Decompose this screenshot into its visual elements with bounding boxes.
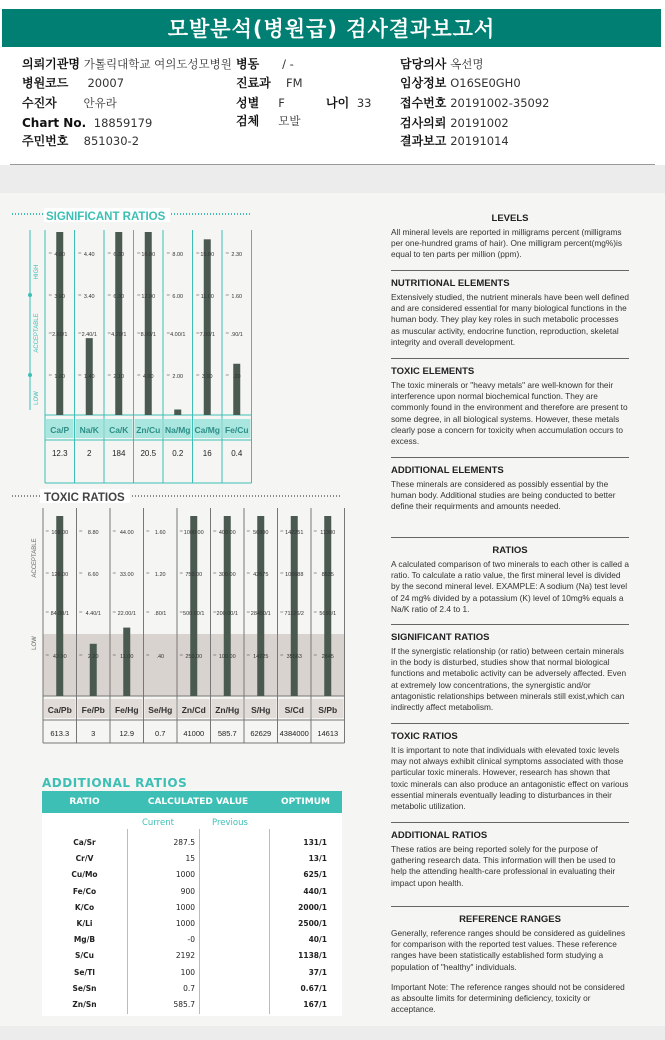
significant-scale-label: 2.30 bbox=[231, 252, 243, 258]
toxic-bar-S/Pb bbox=[324, 516, 331, 696]
ratio-cell: K/Co bbox=[74, 902, 95, 912]
ratio-cell: Fe/Co bbox=[72, 886, 97, 896]
significant-scale-label: 6.30 bbox=[113, 252, 125, 258]
rc-paragraph: All mineral levels are reported in milligrams percent (milligrams per one-hundred grams of hair). One milligram percent(mg%)is equal to ten parts per million (ppm). bbox=[391, 227, 623, 260]
ratio-cell: Ca/Sr bbox=[73, 838, 96, 847]
current-cell: 900 bbox=[180, 886, 195, 896]
rc-heading: LEVELS bbox=[491, 213, 529, 224]
current-cell: 2192 bbox=[175, 951, 195, 961]
rc-divider bbox=[391, 624, 629, 625]
rc-divider bbox=[391, 457, 629, 458]
zone-marker-high bbox=[28, 293, 32, 297]
grey-band bbox=[0, 165, 665, 193]
significant-scale-label: 4.20/1 bbox=[111, 332, 127, 338]
toxic-scale-label: 42.00 bbox=[52, 654, 67, 660]
toxic-scale-label: 4.40/1 bbox=[85, 611, 101, 617]
toxic-category-Se/Hg: Se/Hg bbox=[148, 705, 173, 715]
toxic-scale-label: 5690/1 bbox=[319, 611, 337, 617]
rc-divider bbox=[391, 723, 629, 724]
info-patient: 수진자 안유라 bbox=[22, 96, 117, 110]
rc-heading: NUTRITIONAL ELEMENTS bbox=[391, 278, 510, 289]
significant-scale-label: 4.40 bbox=[83, 252, 95, 258]
additional-row bbox=[42, 932, 342, 947]
toxic-scale-label: 84.00/1 bbox=[50, 611, 69, 617]
toxic-value-Fe/Hg: 12.9 bbox=[119, 729, 135, 738]
toxic-scale-label: 2845 bbox=[321, 654, 334, 660]
info-report-date: 결과보고 20191014 bbox=[400, 134, 509, 148]
optimum-cell: 625/1 bbox=[303, 870, 327, 880]
additional-ratios-table bbox=[42, 791, 342, 1016]
info-chart-no: Chart No. 18859179 bbox=[22, 116, 153, 130]
toxic-scale-label: 126.00 bbox=[51, 572, 69, 578]
toxic-bar-Ca/Pb bbox=[56, 516, 63, 696]
current-cell: 1000 bbox=[175, 919, 195, 928]
significant-scale-label: 7.00/1 bbox=[199, 332, 215, 338]
toxic-scale-label: 42675 bbox=[253, 572, 269, 578]
significant-category-Ca/P: Ca/P bbox=[50, 425, 70, 435]
info-institution: 의뢰기관명 가톨릭대학교 여의도성모병원 bbox=[22, 57, 232, 71]
additional-row bbox=[42, 867, 342, 882]
toxic-scale-label: 750.00 bbox=[185, 572, 203, 578]
toxic-bar-Fe/Hg bbox=[123, 628, 130, 696]
toxic-category-Ca/Pb: Ca/Pb bbox=[47, 705, 72, 715]
report-title: 모발분석(병원급) 검사결과보고서 bbox=[2, 9, 661, 47]
toxic-value-Zn/Hg: 585.7 bbox=[217, 729, 237, 738]
significant-scale-label: 4.80 bbox=[54, 252, 66, 258]
significant-category-Na/Mg: Na/Mg bbox=[165, 425, 191, 435]
ratio-cell: Cr/V bbox=[75, 854, 94, 864]
additional-row bbox=[42, 981, 342, 996]
significant-scale-label: 2.10 bbox=[113, 374, 125, 380]
significant-scale-label: 2.40/1 bbox=[81, 332, 97, 338]
info-department: 진료과 FM bbox=[236, 76, 303, 90]
significant-value-Ca/K: 184 bbox=[112, 449, 126, 458]
current-cell: 1000 bbox=[175, 902, 195, 912]
optimum-cell: 2500/1 bbox=[298, 919, 327, 928]
toxic-bar-S/Hg bbox=[257, 516, 264, 696]
significant-scale-label: 4.00/1 bbox=[170, 332, 186, 338]
toxic-category-Fe/Hg: Fe/Hg bbox=[114, 705, 139, 715]
info-clinical: 임상정보 O16SE0GH0 bbox=[400, 76, 521, 90]
toxic-scale-label: 35563 bbox=[286, 654, 302, 660]
toxic-value-Ca/Pb: 613.3 bbox=[50, 729, 70, 738]
rc-heading: ADDITIONAL ELEMENTS bbox=[391, 465, 504, 476]
rc-paragraph: These minerals are considered as possibly essential by the human body. Additional studies are being conducted to better define their requirments and amounts needed. bbox=[391, 479, 616, 512]
rc-divider bbox=[391, 537, 629, 538]
toxic-scale-label: 200.00/1 bbox=[216, 611, 238, 617]
toxic-acceptable-label: ACCEPTABLE bbox=[32, 538, 38, 578]
ratio-cell: Se/Tl bbox=[74, 967, 95, 977]
toxic-value-S/Pb: 14613 bbox=[317, 729, 339, 738]
info-doctor: 담당의사 옥선명 bbox=[400, 57, 484, 71]
toxic-scale-label: 44.00 bbox=[119, 530, 134, 536]
toxic-scale-label: 71126/2 bbox=[284, 611, 304, 617]
optimum-cell: 37/1 bbox=[308, 967, 327, 977]
significant-scale-label: 16.00 bbox=[141, 252, 156, 258]
toxic-scale-label: 8.80 bbox=[87, 530, 99, 536]
significant-scale-label: 6.30 bbox=[113, 294, 125, 300]
current-cell: 1000 bbox=[175, 870, 195, 880]
toxic-category-Zn/Cd: Zn/Cd bbox=[181, 705, 206, 715]
toxic-scale-label: 250.00 bbox=[185, 654, 203, 660]
current-cell: 585.7 bbox=[173, 1000, 195, 1009]
significant-value-Ca/Mg: 16 bbox=[202, 449, 212, 458]
toxic-scale-label: 400.00 bbox=[218, 530, 236, 536]
current-cell: 0.7 bbox=[183, 983, 195, 993]
ratio-cell: Se/Sn bbox=[72, 983, 97, 993]
rc-divider bbox=[391, 906, 629, 907]
toxic-value-S/Hg: 62629 bbox=[250, 729, 272, 738]
optimum-cell: 167/1 bbox=[303, 1000, 327, 1009]
rc-heading: TOXIC RATIOS bbox=[391, 731, 458, 742]
info-hospital-code: 병원코드 20007 bbox=[22, 76, 125, 90]
significant-category-Ca/K: Ca/K bbox=[109, 425, 129, 435]
rc-paragraph: It is important to note that individuals with elevated toxic levels may not always exhibit clinical symptoms associated with those particular toxic minerals. However, research has shown that toxic minerals can also produce an antagonistic effect on various essential minerals eventually leading to disturbances in their metabolic utilization. bbox=[391, 745, 629, 812]
toxic-bar-Zn/Cd bbox=[190, 516, 197, 696]
ratio-cell: Mg/B bbox=[73, 935, 96, 945]
additional-table-header bbox=[42, 791, 342, 813]
significant-scale-label: 15.00 bbox=[200, 252, 215, 258]
toxic-scale-label: 11.00 bbox=[120, 654, 134, 660]
significant-scale-label: 3.60 bbox=[54, 294, 66, 300]
rc-divider bbox=[391, 270, 629, 271]
ratio-cell: K/Li bbox=[76, 919, 93, 928]
significant-scale-label: .90/1 bbox=[230, 332, 243, 338]
toxic-value-Fe/Pb: 3 bbox=[91, 729, 96, 738]
grey-band-bottom bbox=[0, 1026, 665, 1040]
subheader-previous: Previous bbox=[212, 818, 248, 828]
rc-divider bbox=[391, 358, 629, 359]
ratio-cell: Cu/Mo bbox=[71, 870, 98, 880]
optimum-cell: 440/1 bbox=[303, 886, 327, 896]
significant-scale-label: 12.00 bbox=[141, 294, 156, 300]
significant-category-Ca/Mg: Ca/Mg bbox=[194, 425, 220, 435]
subheader-current: Current bbox=[142, 818, 174, 828]
toxic-scale-label: 28450/1 bbox=[250, 611, 271, 617]
additional-col-divider bbox=[199, 829, 200, 1014]
significant-scale-label: 1.40 bbox=[83, 374, 95, 380]
significant-scale-label: 2.00 bbox=[172, 374, 184, 380]
rc-note: Important Note: The reference ranges should not be considered as absoulte limits for determining deficiency, toxicity or acceptance. bbox=[391, 982, 625, 1015]
significant-scale-label: 11.00 bbox=[200, 294, 214, 300]
header-calculated: CALCULATED VALUE bbox=[147, 797, 249, 807]
rc-divider bbox=[391, 822, 629, 823]
significant-category-Zn/Cu: Zn/Cu bbox=[136, 425, 161, 435]
toxic-scale-label: 14225 bbox=[253, 654, 269, 660]
toxic-scale-label: 106688 bbox=[285, 572, 304, 578]
toxic-bar-Zn/Hg bbox=[224, 516, 231, 696]
rc-paragraph: These ratios are being reported solely for the purpose of gathering research data. This information will then be used to help the attending health-care professional in evaluating their impact upon health. bbox=[391, 844, 616, 888]
toxic-scale-label: 56900 bbox=[253, 530, 269, 536]
toxic-value-Se/Hg: 0.7 bbox=[155, 729, 166, 738]
toxic-scale-label: 168.00 bbox=[51, 530, 69, 536]
toxic-category-S/Hg: S/Hg bbox=[251, 705, 271, 715]
toxic-scale-label: .80/1 bbox=[154, 611, 167, 617]
toxic-scale-label: .40 bbox=[156, 654, 165, 660]
ratio-cell: S/Cu bbox=[75, 951, 94, 961]
toxic-scale-label: 6.60 bbox=[87, 572, 99, 578]
header-ratio: RATIO bbox=[69, 797, 100, 807]
rc-heading: REFERENCE RANGES bbox=[459, 914, 561, 925]
additional-row bbox=[42, 884, 342, 899]
toxic-bar-S/Cd bbox=[291, 516, 298, 696]
significant-title: SIGNIFICANT RATIOS bbox=[46, 211, 166, 223]
toxic-scale-label: 8535 bbox=[321, 572, 334, 578]
significant-scale-label: 3.40 bbox=[83, 294, 95, 300]
rc-paragraph: If the synergistic relationship (or ratio) between certain minerals in the body is disturbed, studies show that normal biological functions and metabolic activity can be adversely affected. Even at extremely low concentrations, the synergistic and/or antagonistic relationships between minerals still exist,which can indirectly affect metabolism. bbox=[391, 646, 627, 713]
additional-row bbox=[42, 965, 342, 980]
info-age: 나이 33 bbox=[326, 96, 372, 110]
rc-paragraph: A calculated comparison of two minerals to each other is called a ratio. To calculate a ratio value, the first mineral level is divided by the second mineral level. EXAMPLE: A sodium (Na) test level of 24 mg% divided by a potassium (K) level of 10mg% equals a Na/K ratio of 2.4 to 1. bbox=[391, 559, 629, 614]
rc-heading: RATIOS bbox=[492, 545, 528, 556]
toxic-category-Fe/Pb: Fe/Pb bbox=[81, 705, 105, 715]
significant-scale-label: 6.00 bbox=[172, 294, 184, 300]
significant-value-Na/Mg: 0.2 bbox=[172, 449, 184, 458]
additional-col-divider bbox=[127, 829, 128, 1014]
rc-heading: ADDITIONAL RATIOS bbox=[391, 830, 488, 841]
significant-value-Na/K: 2 bbox=[87, 449, 92, 458]
info-receipt: 접수번호 20191002-35092 bbox=[400, 96, 550, 110]
significant-category-Na/K: Na/K bbox=[79, 425, 99, 435]
significant-scale-label: 8.00 bbox=[172, 252, 184, 258]
additional-row bbox=[42, 900, 342, 915]
toxic-scale-label: 1000.00 bbox=[183, 530, 204, 536]
ratio-cell: Zn/Sn bbox=[72, 1000, 97, 1009]
toxic-scale-label: 1.20 bbox=[154, 572, 166, 578]
current-cell: -0 bbox=[187, 935, 195, 945]
toxic-scale-label: 300.00 bbox=[218, 572, 236, 578]
significant-value-Fe/Cu: 0.4 bbox=[231, 449, 243, 458]
toxic-title: TOXIC RATIOS bbox=[44, 492, 125, 504]
significant-bar-Na/Mg bbox=[174, 410, 181, 415]
current-cell: 15 bbox=[185, 854, 195, 864]
additional-col-divider bbox=[269, 829, 270, 1014]
zone-marker-low bbox=[28, 373, 32, 377]
additional-row bbox=[42, 948, 342, 963]
toxic-category-S/Cd: S/Cd bbox=[284, 705, 304, 715]
significant-scale-label: 1.60 bbox=[54, 374, 66, 380]
header-optimum: OPTIMUM bbox=[281, 797, 330, 807]
toxic-category-S/Pb: S/Pb bbox=[318, 705, 338, 715]
toxic-scale-label: 11380 bbox=[320, 530, 336, 536]
toxic-scale-label: 33.00 bbox=[119, 572, 134, 578]
zone-low-label: LOW bbox=[34, 391, 40, 405]
significant-category-Fe/Cu: Fe/Cu bbox=[224, 425, 249, 435]
significant-scale-label: 2.60/1 bbox=[52, 332, 68, 338]
toxic-value-Zn/Cd: 41000 bbox=[183, 729, 205, 738]
toxic-value-S/Cd: 4384000 bbox=[279, 729, 309, 738]
optimum-cell: 131/1 bbox=[303, 838, 327, 847]
info-id-number: 주민번호 851030-2 bbox=[22, 134, 140, 148]
zone-acceptable-label: ACCEPTABLE bbox=[34, 313, 40, 353]
toxic-ratios-chart bbox=[0, 488, 665, 758]
current-cell: 287.5 bbox=[173, 838, 195, 847]
optimum-cell: 0.67/1 bbox=[300, 983, 327, 993]
significant-scale-label: 8.00/1 bbox=[140, 332, 156, 338]
rc-heading: TOXIC ELEMENTS bbox=[391, 366, 475, 377]
toxic-scale-label: 2.20 bbox=[87, 654, 99, 660]
significant-value-Zn/Cu: 20.5 bbox=[140, 449, 157, 458]
optimum-cell: 40/1 bbox=[308, 935, 327, 945]
toxic-scale-label: 22.00/1 bbox=[117, 611, 136, 617]
info-sex: 성별 F bbox=[236, 96, 285, 110]
zone-high-label: HIGH bbox=[34, 264, 40, 280]
toxic-scale-label: 142251 bbox=[285, 530, 304, 536]
rc-paragraph: Generally, reference ranges should be considered as guidelines for comparison with the reported test values. These reference ranges have been statistically established form studying a population of "healthy" individuals. bbox=[391, 928, 626, 972]
current-cell: 100 bbox=[180, 967, 195, 977]
optimum-cell: 1138/1 bbox=[298, 951, 327, 961]
significant-bar-Fe/Cu bbox=[233, 364, 240, 415]
rc-paragraph: The toxic minerals or "heavy metals" are well-known for their interference upon normal biochemical function. They are commonly found in the environment and therefore are present to some degree, in all biological systems. However, these metals clearly pose a concern for toxicity when accumulation occurs to excess. bbox=[391, 380, 628, 447]
significant-scale-label: .20 bbox=[232, 374, 241, 380]
additional-row bbox=[42, 997, 342, 1012]
significant-scale-label: 1.60 bbox=[231, 294, 243, 300]
rc-heading: SIGNIFICANT RATIOS bbox=[391, 632, 490, 643]
info-specimen: 검체 모발 bbox=[236, 114, 301, 128]
rc-paragraph: Extensively studied, the nutrient minerals have been well defined and are considered essential for many biological functions in the human body. They play key roles in such metabolic processes as muscular activity, endocrine function, reproduction, skeletal integrity and overall development. bbox=[391, 292, 629, 347]
toxic-scale-label: 500.00/1 bbox=[183, 611, 205, 617]
toxic-scale-label: 100.00 bbox=[218, 654, 236, 660]
additional-row bbox=[42, 916, 342, 931]
toxic-bar-Fe/Pb bbox=[87, 644, 99, 696]
significant-value-Ca/P: 12.3 bbox=[51, 449, 68, 458]
info-ward: 병동 / - bbox=[236, 57, 294, 71]
toxic-low-label: LOW bbox=[32, 636, 38, 650]
additional-row bbox=[42, 851, 342, 866]
optimum-cell: 2000/1 bbox=[298, 902, 327, 912]
optimum-cell: 13/1 bbox=[308, 854, 327, 864]
info-request-date: 검사의뢰 20191002 bbox=[400, 116, 509, 130]
toxic-scale-label: 1.60 bbox=[154, 530, 166, 536]
toxic-category-Zn/Hg: Zn/Hg bbox=[215, 705, 240, 715]
additional-ratios-title: ADDITIONAL RATIOS bbox=[42, 776, 188, 790]
significant-scale-label: 3.00 bbox=[201, 374, 213, 380]
significant-scale-label: 4.00 bbox=[142, 374, 154, 380]
additional-row bbox=[42, 835, 342, 850]
